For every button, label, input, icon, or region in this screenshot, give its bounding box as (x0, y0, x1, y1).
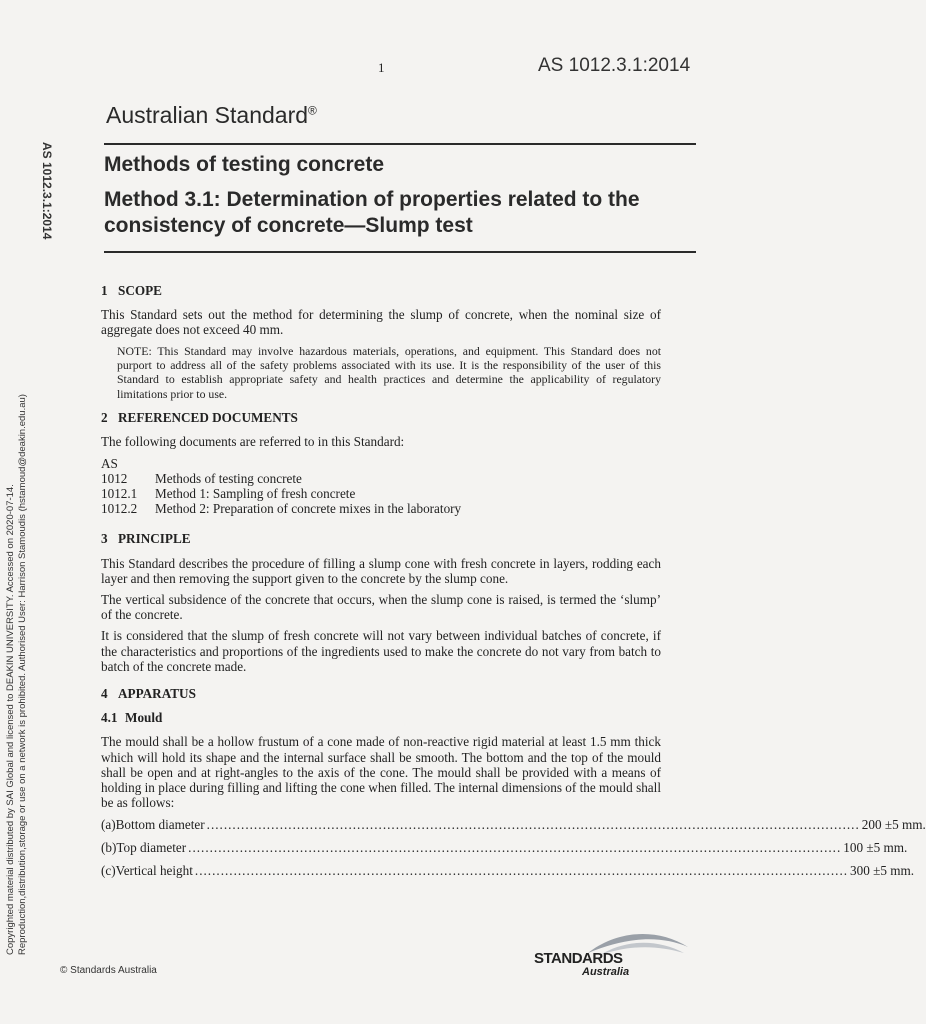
reference-group-label: AS (101, 455, 118, 471)
scope-text: This Standard sets out the method for determining the slump of concrete, when the nominal size of aggregate does not exceed 40 mm. (101, 307, 661, 338)
section-heading-scope (101, 283, 661, 298)
dimension-name: Bottom diameter (115, 816, 205, 832)
mould-text: The mould shall be a hollow frustum of a cone made of non-reactive rigid material at least 1.5 mm thick which will hold its shape and the internal surface shall be smooth. The bottom and the top of the mould shall be open and at right-angles to the axis of the cone. The mould shall be provided with a means of holding in place during filling and lifting the cone when filled. The internal dimensions of the mould shall be as follows: (101, 734, 661, 811)
section-heading-apparatus (101, 686, 661, 701)
section-title: REFERENCED DOCUMENTS (118, 410, 298, 426)
section-number: 4 (101, 686, 108, 702)
brand-text: Australian Standard (106, 102, 309, 128)
references-group (101, 456, 661, 471)
dot-leader: ........................................................................................................................................................ (188, 839, 842, 855)
section-number: 2 (101, 410, 108, 426)
principle-paragraph-1: This Standard describes the procedure of filling a slump cone with fresh concrete in layers, rodding each layer and then removing the support given to the concrete by the slump cone. (101, 555, 661, 586)
principle-paragraph-2: The vertical subsidence of the concrete that occurs, when the slump cone is raised, is termed the ‘slump’ of the concrete. (101, 592, 661, 623)
reference-title: Method 2: Preparation of concrete mixes in the laboratory (155, 501, 462, 517)
dimension-name: Top diameter (116, 839, 187, 855)
list-item (101, 501, 661, 516)
reference-code: 1012.2 (101, 501, 138, 517)
dimension-name: Vertical height (115, 862, 193, 878)
section-number: 1 (101, 283, 108, 298)
mould-dimensions-list (101, 816, 926, 879)
principle-paragraph-3: It is considered that the slump of fresh concrete will not vary between individual batches of concrete, if the characteristics and proportions of the ingredients used to make the concrete do not vary from batch to batch of the concrete made. (101, 628, 661, 674)
list-item (101, 471, 661, 486)
reference-title: Methods of testing concrete (155, 470, 302, 486)
section-heading-references (101, 410, 661, 425)
item-label: (c) (101, 862, 116, 878)
reference-title: Method 1: Sampling of fresh concrete (155, 486, 356, 502)
section-heading-principle (101, 531, 661, 546)
title-bottom-rule (104, 251, 696, 253)
copyright-line: Reproduction,distribution,storage or use on a network is prohibited. Authorised User: Harrison Stamoudis (hstamoud@deakin.edu.au) (17, 394, 28, 955)
list-item (101, 486, 661, 501)
top-rule (104, 143, 696, 145)
title-line-1: Methods of testing concrete (104, 153, 385, 176)
scope-note: NOTE: This Standard may involve hazardous materials, operations, and equipment. This Standard does not purport to address all of the safety problems associated with its use. It is the responsibility of the user of this Standard to establish appropriate safety and health practices and determine the applicability of regulatory limitations prior to use. (117, 343, 661, 401)
document-id: AS 1012.3.1:2014 (538, 55, 691, 76)
section-number: 3 (101, 531, 108, 547)
list-item (101, 839, 908, 855)
references-list (101, 456, 661, 517)
dot-leader: ........................................................................................................................................................ (206, 816, 860, 832)
references-intro: The following documents are referred to in this Standard: (101, 434, 405, 450)
footer-copyright: © Standards Australia (60, 965, 157, 976)
dimension-value: 300 ±5 mm. (850, 862, 915, 878)
copyright-margin-notice (5, 394, 29, 955)
title-line-2: Method 3.1: Determination of properties related to the consistency of concrete—Slump test (104, 188, 640, 237)
logo-text-australia: Australia (582, 966, 630, 978)
document-body (101, 283, 926, 886)
subsection-heading-mould (101, 710, 661, 725)
dot-leader: ........................................................................................................................................................ (194, 862, 849, 878)
brand-heading (106, 102, 317, 129)
logo-text-standards: STANDARDS (534, 950, 623, 967)
page-number: 1 (378, 60, 385, 75)
reference-code: 1012.1 (101, 486, 138, 502)
standards-australia-logo (530, 927, 690, 983)
dimension-value: 100 ±5 mm. (843, 839, 908, 855)
subsection-title: Mould (125, 710, 163, 726)
subsection-number: 4.1 (101, 710, 118, 726)
item-label: (b) (101, 839, 117, 855)
reference-code: 1012 (101, 470, 128, 486)
registered-mark: ® (308, 103, 317, 118)
section-title: SCOPE (118, 283, 162, 298)
section-title: PRINCIPLE (118, 531, 191, 547)
list-item (101, 816, 926, 832)
dimension-value: 200 ±5 mm. (861, 816, 926, 832)
list-item (101, 862, 915, 878)
item-label: (a) (101, 816, 116, 832)
copyright-line: Copyrighted material distributed by SAI Global and licensed to DEAKIN UNIVERSITY. Accessed on 2020-07-14. (5, 484, 16, 955)
section-title: APPARATUS (118, 686, 196, 702)
spine-document-id: AS 1012.3.1:2014 (40, 142, 54, 240)
